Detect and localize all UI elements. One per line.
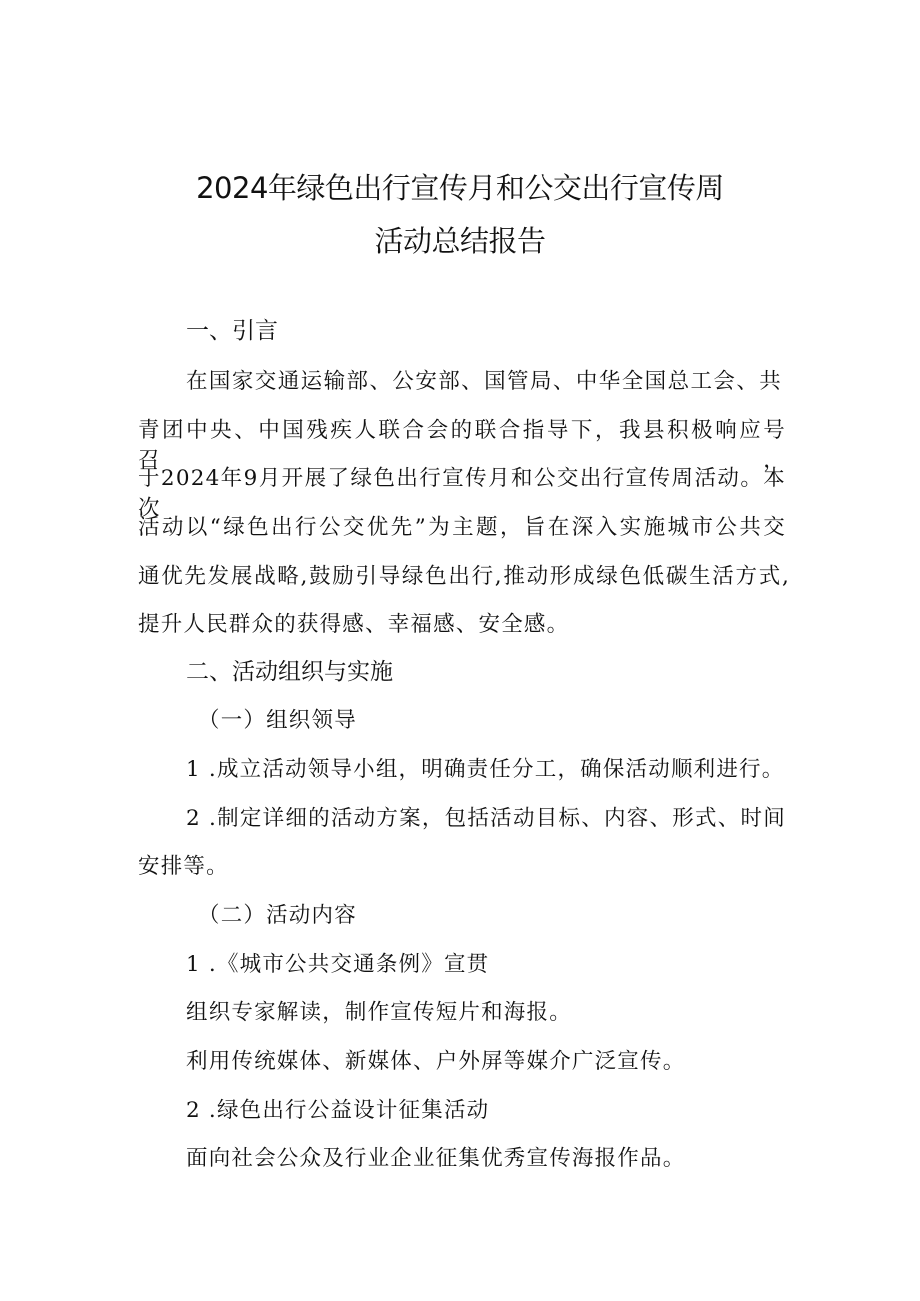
content-item-1-line-a: 组织专家解读，制作宣传短片和海报。 (186, 1000, 572, 1025)
content-item-2-line-a: 面向社会公众及行业企业征集优秀宣传海报作品。 (186, 1146, 686, 1171)
subsection-content-heading: （二）活动内容 (198, 903, 357, 928)
subsection-organization-heading: （一）组织领导 (198, 708, 357, 733)
section-1-paragraph-line-2: 青团中央、中国残疾人联合会的联合指导下，我县积极响应号召， (138, 418, 786, 473)
section-1-paragraph-line-3: 于2024年9月开展了绿色出行宣传月和公交出行宣传周活动。本次 (138, 466, 786, 521)
content-item-2: 2 .绿色出行公益设计征集活动 (186, 1098, 490, 1123)
document-title-line-2: 活动总结报告 (374, 224, 546, 258)
organization-item-1: 1 .成立活动领导小组，明确责任分工，确保活动顺利进行。 (186, 757, 785, 782)
organization-item-2-line-2: 安排等。 (138, 854, 229, 879)
organization-item-2-line-1: 2 .制定详细的活动方案，包括活动目标、内容、形式、时间 (186, 806, 786, 831)
section-2-heading: 二、活动组织与实施 (186, 659, 393, 685)
section-1-heading: 一、引言 (186, 318, 278, 344)
content-item-1: 1 .《城市公共交通条例》宣贯 (186, 952, 490, 977)
section-1-paragraph-line-1: 在国家交通运输部、公安部、国管局、中华全国总工会、共 (186, 369, 782, 394)
section-1-paragraph-line-6: 提升人民群众的获得感、幸福感、安全感。 (138, 612, 570, 637)
section-1-paragraph-line-4: 活动以“绿色出行公交优先”为主题，旨在深入实施城市公共交 (138, 515, 786, 540)
content-item-1-line-b: 利用传统媒体、新媒体、户外屏等媒介广泛宣传。 (186, 1049, 686, 1074)
document-title-line-1: 2024年绿色出行宣传月和公交出行宣传周 (196, 171, 724, 205)
section-1-paragraph-line-5: 通优先发展战略,鼓励引导绿色出行,推动形成绿色低碳生活方式, (138, 564, 790, 589)
